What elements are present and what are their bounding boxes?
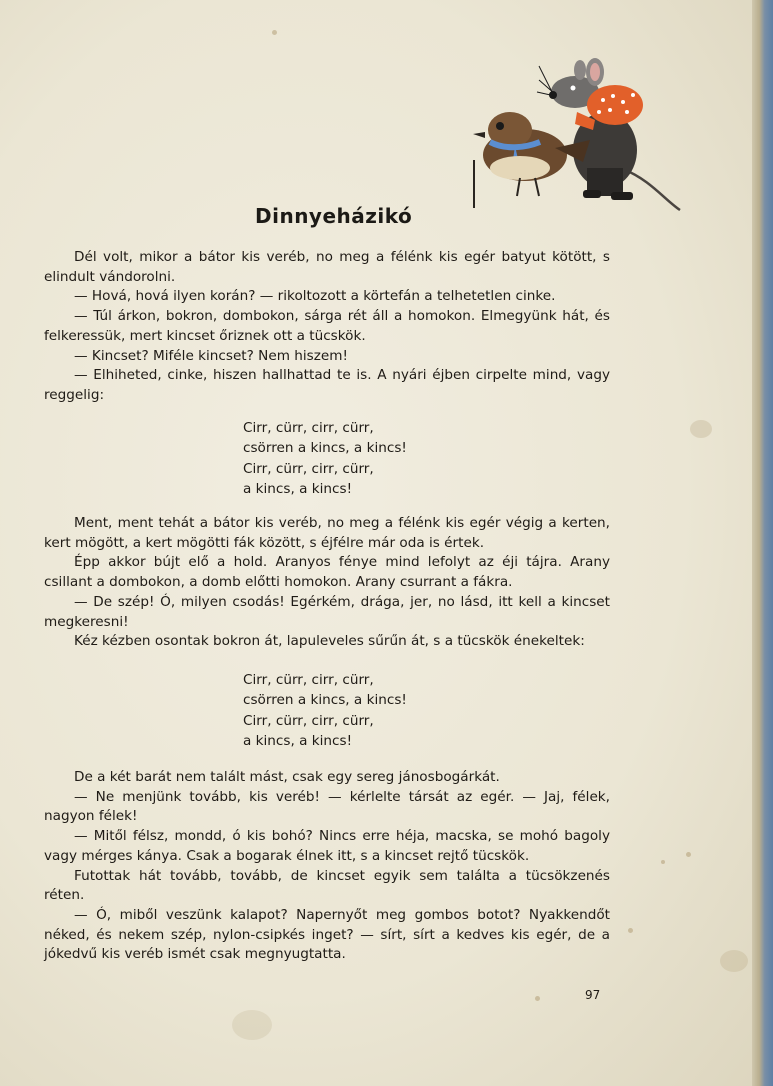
verse-line: Cirr, cürr, cirr, cürr, <box>243 460 374 477</box>
verse-line: Cirr, cürr, cirr, cürr, <box>243 672 374 688</box>
sparrow-and-mouse-illustration <box>465 50 685 212</box>
paragraph: — Ne menjünk tovább, kis veréb! — kérlelte társát az egér. — Jaj, félek, nagyon félek! <box>44 788 610 825</box>
paragraph: De a két barát nem talált mást, csak egy sereg jánosbogárkát. <box>74 769 500 785</box>
paper-stain <box>232 1010 272 1040</box>
text-block-1 <box>44 248 610 406</box>
paragraph: — Kincset? Miféle kincset? Nem hiszem! <box>74 347 348 364</box>
paragraph: Épp akkor bújt elő a hold. Aranyos fénye mind lefolyt az éji tájra. Arany csillant a dombokon, a domb előtti homokon. Arany csurrant a fákra. <box>44 554 610 591</box>
paper-speck <box>535 996 540 1001</box>
paragraph: Ment, ment tehát a bátor kis veréb, no meg a félénk kis egér végig a kerten, kert mögött, a kert mögötti fák között, s éjfélre már oda is értek. <box>44 515 610 551</box>
paragraph: Dél volt, mikor a bátor kis veréb, no meg a félénk kis egér batyut kötött, s elindult vándorolni. <box>44 249 610 285</box>
text-block-2 <box>44 514 610 652</box>
paragraph: — Hová, hová ilyen korán? — rikoltozott a körtefán a telhetetlen cinke. <box>74 288 556 305</box>
page-number: 97 <box>585 988 601 1002</box>
paragraph: Kéz kézben osontak bokron át, lapuleveles sűrűn át, s a tücskök énekeltek: <box>74 633 585 650</box>
verse-block-1 <box>243 418 407 499</box>
verse-line: a kincs, a kincs! <box>243 480 353 497</box>
paper-speck <box>686 852 691 857</box>
paper-speck <box>272 30 277 35</box>
book-edge <box>752 0 773 1086</box>
verse-line: Cirr, cürr, cirr, cürr, <box>243 420 374 436</box>
verse-line: Cirr, cürr, cirr, cürr, <box>243 712 374 729</box>
paragraph: — Mitől félsz, mondd, ó kis bohó? Nincs erre héja, macska, se mohó bagoly vagy mérges kánya. Csak a bogarak élnek itt, s a kincset rejtő tücskök. <box>44 828 610 864</box>
paper-speck <box>628 928 633 933</box>
verse-line: csörren a kincs, a kincs! <box>243 440 407 457</box>
paper-stain <box>690 420 712 438</box>
paragraph: — Túl árkon, bokron, dombokon, sárga rét áll a homokon. Elmegyünk hát, és felkeressük, mert kincset őriznek ott a tücskök. <box>44 308 610 344</box>
paragraph: — Ó, miből veszünk kalapot? Napernyőt meg gombos botot? Nyakkendőt néked, és nekem szép, nylon-csipkés inget? — sírt, sírt a kedves kis egér, de a jókedvű kis veréb ismét csak megnyugtatta. <box>44 906 610 963</box>
story-title: Dinnyeházikó <box>255 204 413 228</box>
paragraph: Futottak hát tovább, tovább, de kincset egyik sem találta a tücsökzenés réten. <box>44 867 610 904</box>
paragraph: — De szép! Ó, milyen csodás! Egérkém, drága, jer, no lásd, itt kell a kincset megkeresni! <box>44 593 610 630</box>
text-block-3 <box>44 768 610 965</box>
verse-block-2 <box>243 670 407 751</box>
paper-speck <box>661 860 665 864</box>
paper-stain <box>720 950 748 972</box>
verse-line: csörren a kincs, a kincs! <box>243 692 407 709</box>
paragraph: — Elhiheted, cinke, hiszen hallhattad te is. A nyári éjben cirpelte mind, vagy reggelig: <box>44 367 610 403</box>
verse-line: a kincs, a kincs! <box>243 732 353 749</box>
